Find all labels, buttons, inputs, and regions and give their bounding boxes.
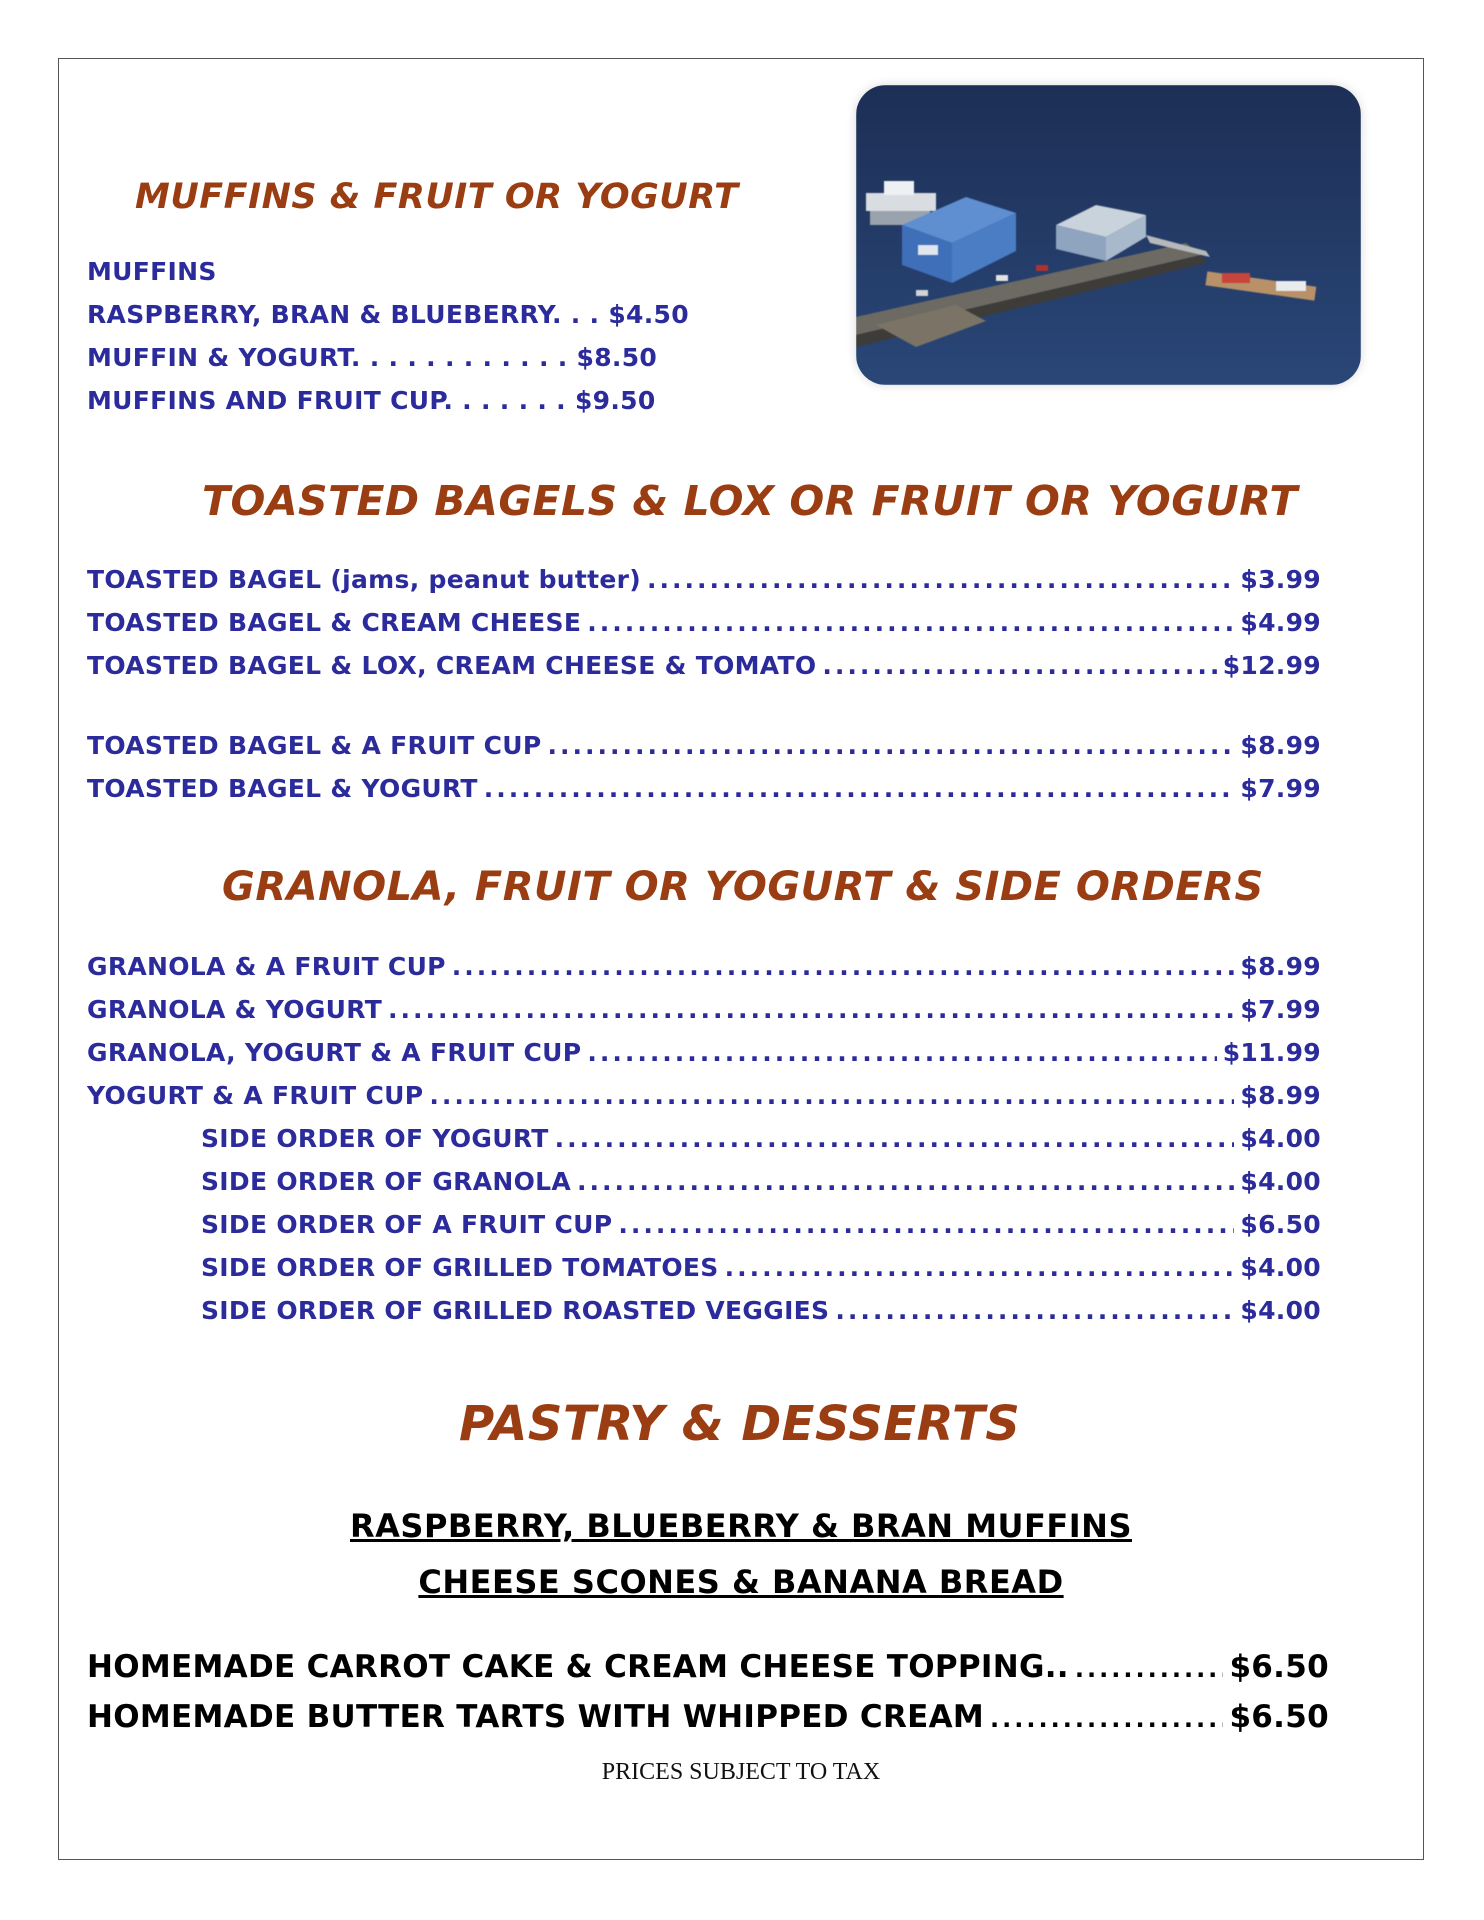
- item-price: $11.99: [1222, 1038, 1321, 1067]
- item-price: $8.99: [1240, 731, 1321, 760]
- leader-dots: [577, 1167, 1234, 1196]
- pastry-line: CHEESE SCONES & BANANA BREAD: [418, 1563, 1064, 1601]
- item-price: $6.50: [1229, 1649, 1329, 1685]
- bagels-heading: TOASTED BAGELS & LOX OR FRUIT OR YOGURT: [202, 477, 1298, 525]
- leader-dots: [452, 952, 1235, 981]
- item-price: $7.99: [1240, 995, 1321, 1024]
- menu-item: [87, 651, 1321, 687]
- leader-dots: [587, 1038, 1216, 1067]
- item-name: SIDE ORDER OF GRILLED ROASTED VEGGIES: [201, 1296, 830, 1325]
- menu-item: [201, 1124, 1321, 1160]
- item-name: SIDE ORDER OF GRILLED TOMATOES: [201, 1253, 719, 1282]
- granola-heading: GRANOLA, FRUIT OR YOGURT & SIDE ORDERS: [222, 864, 1264, 910]
- item-name: TOASTED BAGEL & YOGURT: [87, 774, 478, 803]
- item-name: YOGURT & A FRUIT CUP: [87, 1081, 424, 1110]
- menu-item: [87, 608, 1321, 644]
- item-name: GRANOLA & A FRUIT CUP: [87, 952, 446, 981]
- tax-note: PRICES SUBJECT TO TAX: [601, 1759, 881, 1785]
- item-price: $4.00: [1240, 1167, 1321, 1196]
- item-name: GRANOLA, YOGURT & A FRUIT CUP: [87, 1038, 582, 1067]
- item-price: $4.00: [1240, 1124, 1321, 1153]
- item-price: $7.99: [1240, 774, 1321, 803]
- item-name: HOMEMADE CARROT CAKE & CREAM CHEESE TOPPING..: [87, 1649, 1069, 1685]
- menu-item: [87, 952, 1321, 988]
- menu-item: [201, 1296, 1321, 1332]
- muffin-line: RASPBERRY, BRAN & BLUEBERRY. . . $4.50: [87, 300, 689, 329]
- item-name: TOASTED BAGEL & LOX, CREAM CHEESE & TOMATO: [87, 651, 817, 680]
- leader-dots: [647, 565, 1234, 594]
- leader-dots: [618, 1210, 1234, 1239]
- item-name: SIDE ORDER OF GRANOLA: [201, 1167, 572, 1196]
- pier-image: [856, 85, 1361, 385]
- muffin-line: MUFFINS AND FRUIT CUP. . . . . . . $9.50: [87, 386, 656, 415]
- leader-dots: [484, 774, 1235, 803]
- muffins-heading: MUFFINS & FRUIT OR YOGURT: [135, 177, 739, 217]
- muffin-line: MUFFIN & YOGURT. . . . . . . . . . . . $8.50: [87, 343, 658, 372]
- pastry-heading: PASTRY & DESSERTS: [459, 1396, 1021, 1452]
- leader-dots: [587, 608, 1234, 637]
- leader-dots: [1075, 1655, 1224, 1683]
- menu-item: [87, 565, 1321, 601]
- pastry-item: [87, 1649, 1329, 1693]
- item-price: $3.99: [1240, 565, 1321, 594]
- item-price: $4.00: [1240, 1253, 1321, 1282]
- item-name: TOASTED BAGEL & CREAM CHEESE: [87, 608, 582, 637]
- menu-item: [87, 1038, 1321, 1074]
- pastry-line: RASPBERRY, BLUEBERRY & BRAN MUFFINS: [350, 1507, 1132, 1545]
- item-name: HOMEMADE BUTTER TARTS WITH WHIPPED CREAM: [87, 1699, 985, 1735]
- pier-photo: [856, 85, 1361, 385]
- item-price: $4.99: [1240, 608, 1321, 637]
- menu-item: [87, 995, 1321, 1031]
- menu-item: [87, 731, 1321, 767]
- menu-item: [87, 1081, 1321, 1117]
- item-name: TOASTED BAGEL & A FRUIT CUP: [87, 731, 542, 760]
- item-name: SIDE ORDER OF A FRUIT CUP: [201, 1210, 613, 1239]
- item-name: GRANOLA & YOGURT: [87, 995, 383, 1024]
- menu-page: [58, 58, 1424, 1860]
- muffins-subheading: MUFFINS: [87, 257, 217, 286]
- leader-dots: [822, 651, 1216, 680]
- leader-dots: [725, 1253, 1235, 1282]
- menu-item: [201, 1253, 1321, 1289]
- item-price: $12.99: [1222, 651, 1321, 680]
- menu-item: [201, 1167, 1321, 1203]
- leader-dots: [990, 1705, 1223, 1733]
- leader-dots: [555, 1124, 1235, 1153]
- item-name: SIDE ORDER OF YOGURT: [201, 1124, 549, 1153]
- item-price: $8.99: [1240, 1081, 1321, 1110]
- leader-dots: [835, 1296, 1234, 1325]
- pastry-item: [87, 1699, 1329, 1743]
- item-price: $6.50: [1240, 1210, 1321, 1239]
- menu-item: [201, 1210, 1321, 1246]
- leader-dots: [548, 731, 1235, 760]
- menu-item: [87, 774, 1321, 810]
- item-price: $4.00: [1240, 1296, 1321, 1325]
- item-price: $8.99: [1240, 952, 1321, 981]
- leader-dots: [388, 995, 1234, 1024]
- leader-dots: [429, 1081, 1234, 1110]
- item-price: $6.50: [1229, 1699, 1329, 1735]
- item-name: TOASTED BAGEL (jams, peanut butter): [87, 565, 641, 594]
